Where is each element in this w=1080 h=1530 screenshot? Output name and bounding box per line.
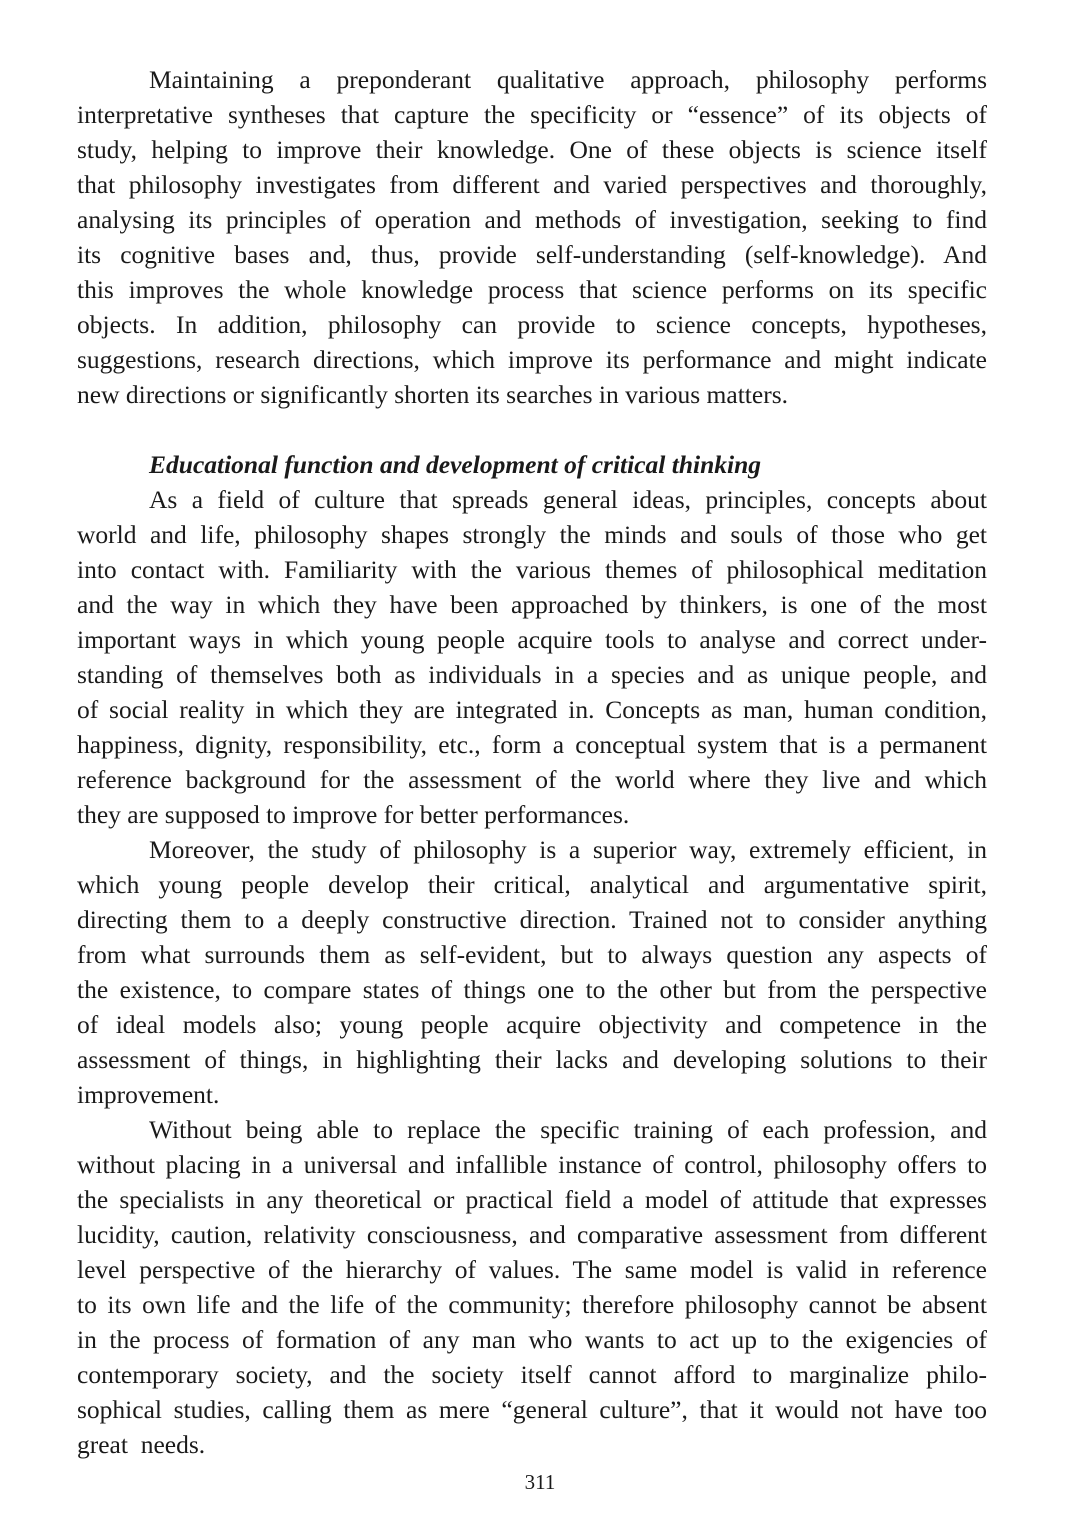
line-text: from what surrounds them as self-evident, but to always question any aspects of <box>77 940 987 969</box>
section-heading <box>77 447 987 482</box>
text-line <box>77 1007 987 1042</box>
text-line <box>77 132 987 167</box>
line-text: interpretative syntheses that capture the specificity or “essence” of its objects of <box>77 100 987 129</box>
line-text: assessment of things, in highlighting their lacks and developing solutions to their <box>77 1045 987 1074</box>
line-text: without placing in a universal and infallible instance of control, philosophy offers to <box>77 1150 987 1179</box>
text-line <box>77 587 987 622</box>
text-line <box>77 1357 987 1392</box>
text-line <box>77 832 987 867</box>
paragraph <box>77 832 987 1112</box>
paragraph <box>77 1112 987 1462</box>
line-text: study, helping to improve their knowledge. One of these objects is science itself <box>77 135 987 164</box>
text-line <box>77 1147 987 1182</box>
text-line <box>77 727 987 762</box>
text-line <box>77 62 987 97</box>
line-text: great needs. <box>77 1430 206 1459</box>
line-text: standing of themselves both as individuals in a species and as unique people, and <box>77 660 987 689</box>
text-line <box>77 937 987 972</box>
text-line <box>77 1112 987 1147</box>
line-text: Educational function and development of critical thinking <box>149 450 762 479</box>
text-line <box>77 552 987 587</box>
line-text: improvement. <box>77 1080 220 1109</box>
text-line <box>77 1077 987 1112</box>
line-text: that philosophy investigates from different and varied perspectives and thoroughly, <box>77 170 987 199</box>
line-text: Maintaining a preponderant qualitative approach, philosophy performs <box>149 65 987 94</box>
line-text: into contact with. Familiarity with the various themes of philosophical meditation <box>77 555 987 584</box>
line-text: of ideal models also; young people acquire objectivity and competence in the <box>77 1010 987 1039</box>
text-line <box>77 1252 987 1287</box>
line-text: Moreover, the study of philosophy is a superior way, extremely efficient, in <box>149 835 987 864</box>
line-text: lucidity, caution, relativity consciousness, and comparative assessment from different <box>77 1220 987 1249</box>
line-text: important ways in which young people acquire tools to analyse and correct under- <box>77 625 987 654</box>
text-line <box>77 972 987 1007</box>
text-line <box>77 762 987 797</box>
line-text: suggestions, research directions, which improve its performance and might indicate <box>77 345 987 374</box>
line-text: they are supposed to improve for better performances. <box>77 800 630 829</box>
line-text: Without being able to replace the specific training of each profession, and <box>149 1115 987 1144</box>
line-text: As a field of culture that spreads general ideas, principles, concepts about <box>149 485 987 514</box>
text-line <box>77 447 987 482</box>
line-text: world and life, philosophy shapes strongly the minds and souls of those who get <box>77 520 987 549</box>
text-line <box>77 307 987 342</box>
text-line <box>77 482 987 517</box>
page-number: 311 <box>524 1470 556 1494</box>
line-text: new directions or significantly shorten its searches in various matters. <box>77 380 788 409</box>
line-text: happiness, dignity, responsibility, etc., form a conceptual system that is a permanent <box>77 730 987 759</box>
text-line <box>77 1427 987 1462</box>
text-line <box>77 1322 987 1357</box>
text-line <box>77 622 987 657</box>
line-text: contemporary society, and the society itself cannot afford to marginalize philo- <box>77 1360 987 1389</box>
text-line <box>77 1182 987 1217</box>
text-line <box>77 1217 987 1252</box>
text-line <box>77 1287 987 1322</box>
line-text: reference background for the assessment of the world where they live and which <box>77 765 987 794</box>
line-text: this improves the whole knowledge process that science performs on its specific <box>77 275 987 304</box>
line-text: to its own life and the life of the community; therefore philosophy cannot be absent <box>77 1290 987 1319</box>
text-line <box>77 97 987 132</box>
line-text: sophical studies, calling them as mere “general culture”, that it would not have too <box>77 1395 987 1424</box>
paragraph <box>77 62 987 412</box>
text-line <box>77 342 987 377</box>
line-text: level perspective of the hierarchy of values. The same model is valid in reference <box>77 1255 987 1284</box>
page-body <box>77 62 987 1462</box>
line-text: analysing its principles of operation and methods of investigation, seeking to find <box>77 205 987 234</box>
text-line <box>77 867 987 902</box>
line-text: its cognitive bases and, thus, provide self-understanding (self-knowledge). And <box>77 240 987 269</box>
line-text: the existence, to compare states of things one to the other but from the perspective <box>77 975 987 1004</box>
text-line <box>77 202 987 237</box>
text-line <box>77 1042 987 1077</box>
text-line <box>77 237 987 272</box>
text-line <box>77 902 987 937</box>
line-text: in the process of formation of any man who wants to act up to the exigencies of <box>77 1325 987 1354</box>
text-line <box>77 517 987 552</box>
text-line <box>77 692 987 727</box>
line-text: which young people develop their critical, analytical and argumentative spirit, <box>77 870 987 899</box>
line-text: objects. In addition, philosophy can provide to science concepts, hypotheses, <box>77 310 987 339</box>
line-text: the specialists in any theoretical or practical field a model of attitude that expresses <box>77 1185 987 1214</box>
paragraph-gap <box>77 412 987 447</box>
text-line <box>77 657 987 692</box>
text-line <box>77 272 987 307</box>
text-line <box>77 1392 987 1427</box>
line-text: of social reality in which they are integrated in. Concepts as man, human condition, <box>77 695 987 724</box>
text-line <box>77 797 987 832</box>
text-line <box>77 167 987 202</box>
paragraph <box>77 482 987 832</box>
text-line <box>77 377 987 412</box>
line-text: and the way in which they have been approached by thinkers, is one of the most <box>77 590 987 619</box>
line-text: directing them to a deeply constructive direction. Trained not to consider anything <box>77 905 987 934</box>
